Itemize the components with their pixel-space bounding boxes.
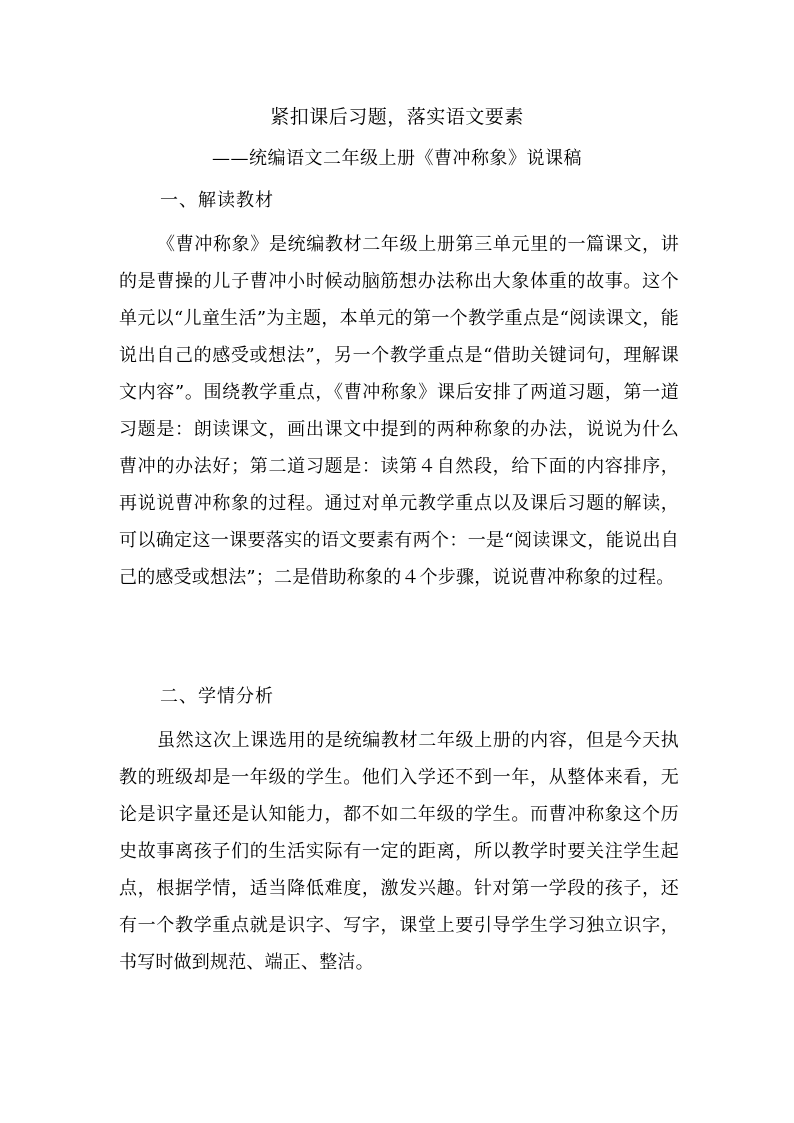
section-paragraph-interpret-textbook: 《曹冲称象》是统编教材二年级上册第三单元里的一篇课文，讲的是曹操的儿子曹冲小时候动脑筋想办法称出大象体重的故事。这个单元以“儿童生活”为主题，本单元的第一个教学重点是“阅读课文，能说出自己的感受或想法”，另一个教学重点是“借助关键词句，理解课文内容”。围绕教学重点，《曹冲称象》课后安排了两道习题，第一道习题是：朗读课文，画出课文中提到的两种称象的办法，说说为什么曹冲的办法好；第二道习题是：读第４自然段，给下面的内容排序，再说说曹冲称象的过程。通过对单元教学重点以及课后习题的解读，可以确定这一课要落实的语文要素有两个：一是“阅读课文，能说出自己的感受或想法”；二是借助称象的４个步骤，说说曹冲称象的过程。	[119, 234, 679, 588]
document-title: 紧扣课后习题，落实语文要素	[270, 106, 524, 128]
section-heading-student-analysis: 二、学情分析	[160, 686, 274, 707]
section-heading-interpret-textbook: 一、解读教材	[160, 190, 274, 211]
document-subtitle: ——统编语文二年级上册《曹冲称象》说课稿	[212, 148, 582, 169]
section-paragraph-student-analysis: 虽然这次上课选用的是统编教材二年级上册的内容，但是今天执教的班级却是一年级的学生。他们入学还不到一年，从整体来看，无论是识字量还是认知能力，都不如二年级的学生。而曹冲称象这个历史故事离孩子们的生活实际有一定的距离，所以教学时要关注学生起点，根据学情，适当降低难度，激发兴趣。针对第一学段的孩子，还有一个教学重点就是识字、写字，课堂上要引导学生学习独立识字，书写时做到规范、端正、整洁。	[119, 730, 679, 973]
